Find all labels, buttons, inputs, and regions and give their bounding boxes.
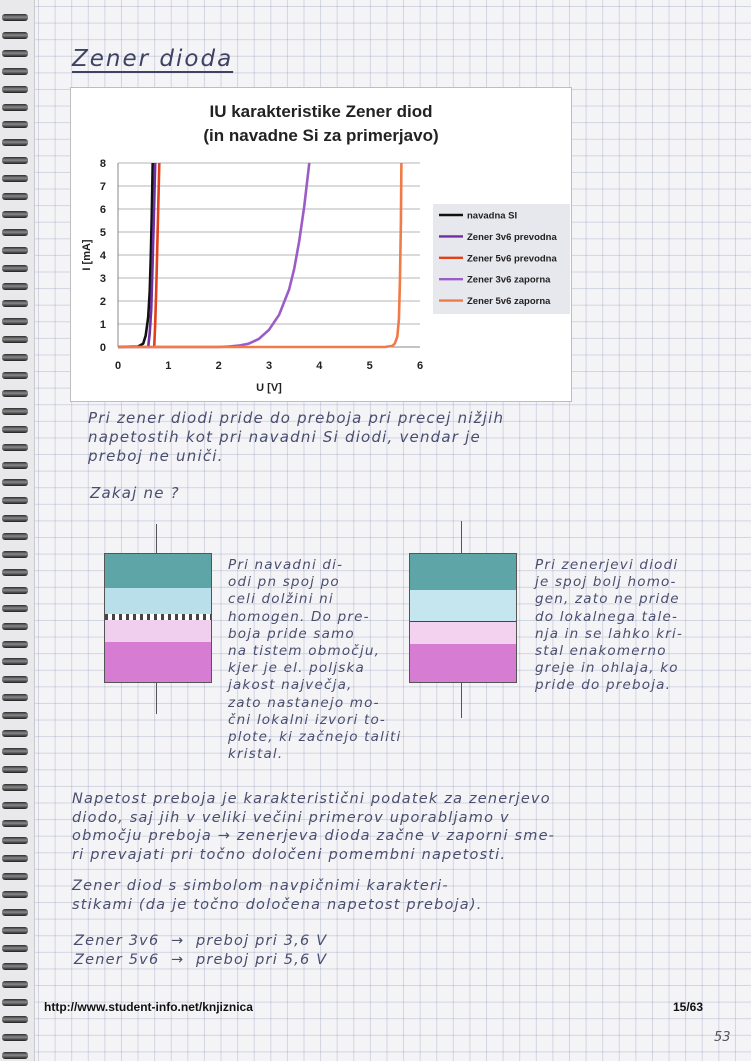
spiral-ring (2, 587, 28, 594)
spiral-ring (2, 981, 28, 988)
spiral-ring (2, 694, 28, 701)
spiral-ring (2, 265, 28, 272)
spiral-ring (2, 891, 28, 898)
spiral-ring (2, 658, 28, 665)
spiral-ring (2, 104, 28, 111)
spiral-ring (2, 927, 28, 934)
spiral-ring (2, 283, 28, 290)
spiral-ring (2, 193, 28, 200)
spiral-ring (2, 408, 28, 415)
footer-url[interactable]: http://www.student-info.net/knjiznica (44, 1000, 253, 1014)
x-tick-label: 5 (366, 360, 373, 372)
legend-label: Zener 3v6 prevodna (467, 231, 557, 243)
spiral-binding (0, 0, 35, 1061)
spiral-ring (2, 300, 28, 307)
spiral-ring (2, 802, 28, 809)
chart-title-line1: IU karakteristike Zener diod (209, 102, 433, 121)
zener-5v6-line: Zener 5v6 → preboj pri 5,6 V (74, 952, 328, 968)
lead-bottom-left (156, 682, 157, 714)
legend-label: Zener 3v6 zaporna (467, 274, 551, 286)
spiral-ring (2, 121, 28, 128)
spiral-ring (2, 533, 28, 540)
spiral-ring (2, 837, 28, 844)
spiral-ring (2, 211, 28, 218)
x-tick-label: 4 (316, 360, 323, 372)
y-tick-label: 3 (99, 273, 106, 285)
spiral-ring (2, 372, 28, 379)
spiral-ring (2, 14, 28, 21)
spiral-ring (2, 730, 28, 737)
spiral-ring (2, 712, 28, 719)
y-tick-label: 7 (99, 181, 106, 193)
legend-label: Zener 5v6 zaporna (467, 296, 551, 308)
spiral-ring (2, 1034, 28, 1041)
zener-3v6-line: Zener 3v6 → preboj pri 3,6 V (74, 933, 328, 949)
spiral-ring (2, 86, 28, 93)
question-text: Zakaj ne ? (90, 484, 180, 502)
x-tick-label: 2 (215, 360, 222, 372)
lead-top-right (461, 521, 462, 553)
spiral-ring (2, 676, 28, 683)
spiral-ring (2, 855, 28, 862)
spiral-ring (2, 909, 28, 916)
spiral-ring (2, 766, 28, 773)
note-zener-diode: Pri zenerjevi diodi je spoj bolj homo- gen, zato ne pride do lokalnega tale- nja in se lahko kri- stal enakomerno greje in ohlaja, ko pride do preboja. (535, 557, 684, 694)
spiral-ring (2, 32, 28, 39)
spiral-ring (2, 605, 28, 612)
spiral-ring (2, 748, 28, 755)
spiral-ring (2, 1052, 28, 1059)
corner-page-number: 53 (714, 1030, 731, 1045)
spiral-ring (2, 318, 28, 325)
spiral-ring (2, 641, 28, 648)
spiral-ring (2, 157, 28, 164)
spiral-ring (2, 229, 28, 236)
spiral-ring (2, 390, 28, 397)
y-tick-label: 5 (99, 227, 106, 239)
spiral-ring (2, 139, 28, 146)
spiral-ring (2, 963, 28, 970)
legend-label: Zener 5v6 prevodna (467, 253, 557, 265)
spiral-ring (2, 551, 28, 558)
y-tick-label: 2 (99, 296, 106, 308)
pn-junction-sketch-left (104, 553, 212, 683)
chart-title-line2: (in navadne Si za primerjavo) (203, 126, 439, 145)
spiral-ring (2, 820, 28, 827)
spiral-ring (2, 336, 28, 343)
spiral-ring (2, 569, 28, 576)
x-tick-label: 0 (114, 360, 122, 372)
spiral-ring (2, 1016, 28, 1023)
x-axis-label: U [V] (256, 382, 282, 394)
y-tick-label: 8 (99, 158, 106, 170)
spiral-ring (2, 479, 28, 486)
spiral-ring (2, 50, 28, 57)
spiral-ring (2, 354, 28, 361)
pn-junction-sketch-right (409, 553, 517, 683)
footer-page-number: 15/63 (673, 1000, 704, 1014)
note-normal-diode: Pri navadni di- odi pn spoj po celi dolžini ni homogen. Do pre- boja pride samo na tistem območju, kjer je el. poljska jakost največja, zato nastanejo mo- čni lokalni izvori to- plote, ki začnejo taliti kristal. (228, 557, 402, 763)
spiral-ring (2, 247, 28, 254)
spiral-ring (2, 999, 28, 1006)
y-axis-label: I [mA] (81, 239, 93, 271)
x-tick-label: 1 (165, 360, 172, 372)
paragraph-zener-symbol: Zener diod s simbolom navpičnimi karakteri- stikami (da je točno določena napetost preboja). (72, 878, 483, 913)
spiral-ring (2, 623, 28, 630)
spiral-ring (2, 175, 28, 182)
y-tick-label: 0 (99, 342, 106, 354)
spiral-ring (2, 873, 28, 880)
lead-bottom-right (461, 682, 462, 718)
spiral-ring (2, 497, 28, 504)
paragraph-zener-breakdown: Pri zener diodi pride do preboja pri precej nižjih napetostih kot pri navadni Si diodi, vendar je preboj ne uniči. (88, 409, 505, 465)
spiral-ring (2, 945, 28, 952)
spiral-ring (2, 426, 28, 433)
spiral-ring (2, 462, 28, 469)
spiral-ring (2, 68, 28, 75)
iu-chart (70, 87, 572, 402)
x-tick-label: 3 (265, 360, 273, 372)
y-tick-label: 6 (99, 204, 106, 216)
spiral-ring (2, 444, 28, 451)
y-tick-label: 1 (99, 319, 106, 331)
y-tick-label: 4 (99, 250, 106, 262)
page-title: Zener dioda (72, 46, 234, 72)
lead-top-left (156, 524, 157, 553)
x-tick-label: 6 (416, 360, 424, 372)
paragraph-breakdown-voltage: Napetost preboja je karakteristični podatek za zenerjevo diodo, saj jih v veliki večini primerov uporabljamo v območju preboja → zenerjeva dioda začne v zaporni sme- ri prevajati pri točno določeni pomembni napetosti. (72, 791, 556, 863)
legend-label: navadna SI (467, 210, 518, 222)
chart-plot (71, 88, 571, 401)
spiral-ring (2, 784, 28, 791)
spiral-ring (2, 515, 28, 522)
